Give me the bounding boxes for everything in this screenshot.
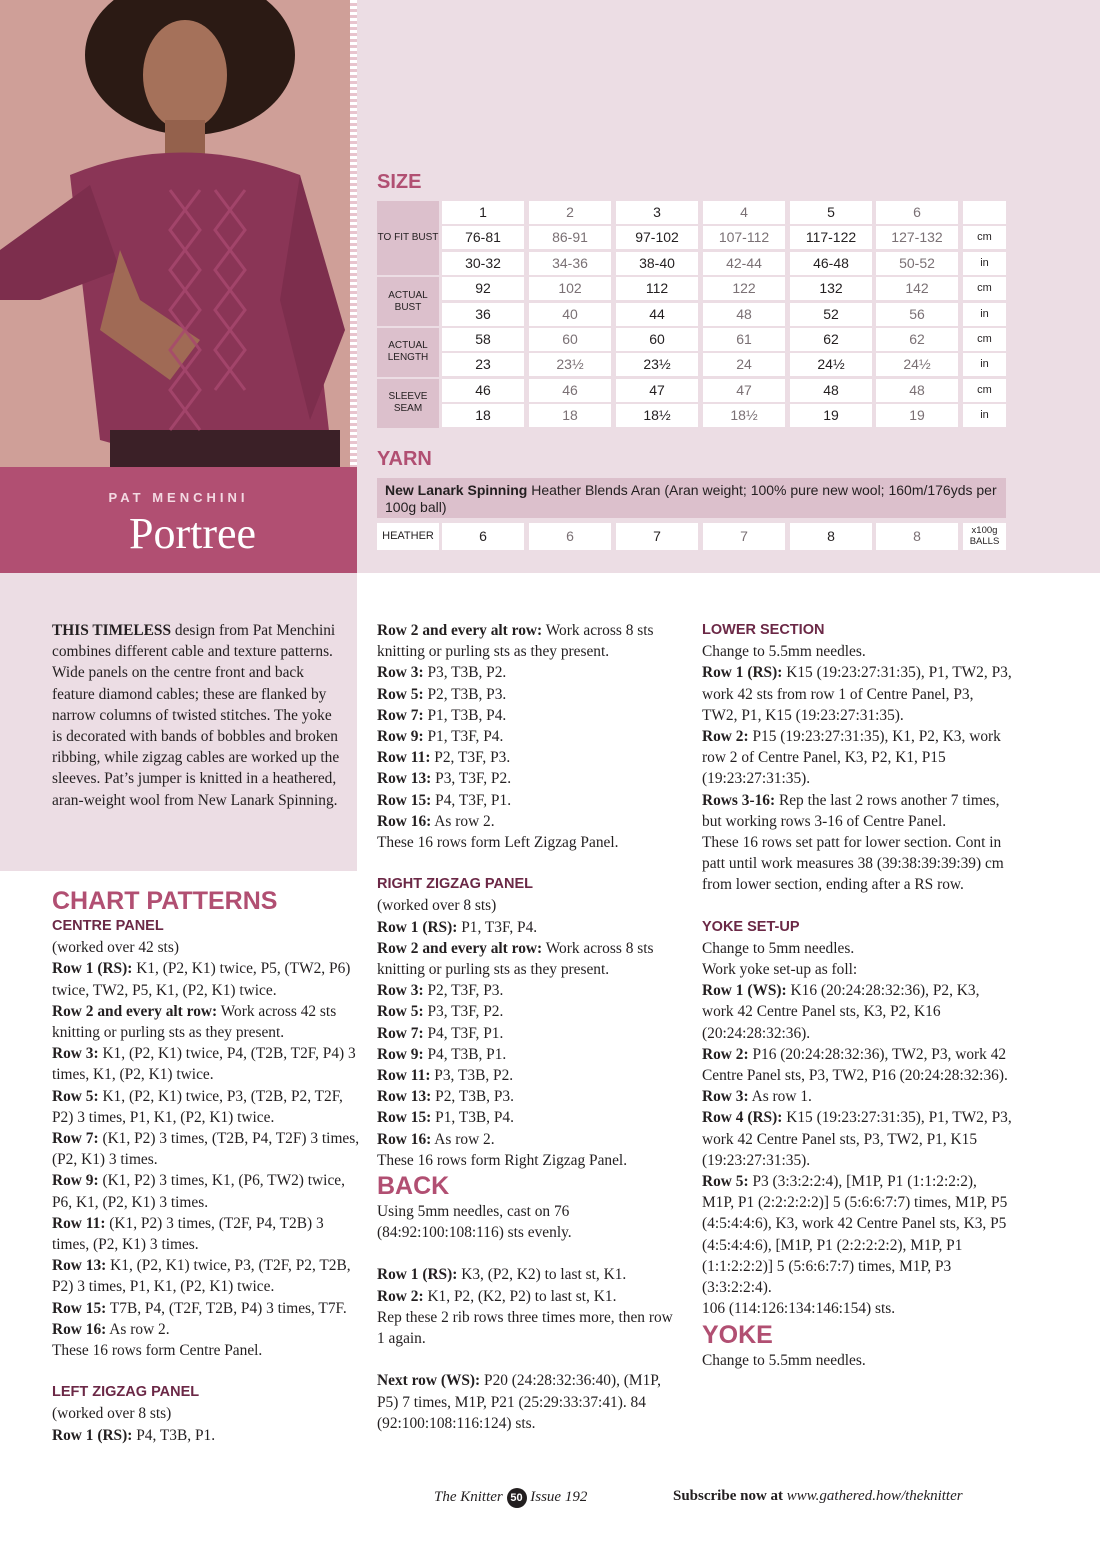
instruction-line	[702, 959, 1012, 980]
row-text: K15 (19:23:27:31:35), P1, TW2, P3, work 42 Centre Panel sts, P3, TW2, P1, K15 (19:23:27:31:35).	[702, 1109, 1012, 1169]
row-label: Row 1 (RS):	[377, 1266, 458, 1284]
row-text: (K1, P2) 3 times, K1, (P6, TW2) twice, P6, K1, (P2, K1) 3 times.	[52, 1172, 345, 1211]
instruction-line	[377, 1286, 682, 1307]
instruction-line	[377, 1086, 682, 1107]
row-label: Row 13:	[52, 1257, 107, 1275]
yarn-qty: 6	[442, 523, 524, 550]
spacer	[52, 1361, 362, 1382]
yarn-qty: 8	[876, 523, 958, 550]
size-value-in: 24½	[790, 353, 872, 376]
size-heading: SIZE	[377, 171, 422, 193]
size-value-cm: 76-81	[442, 226, 524, 249]
subsection-heading: LOWER SECTION	[702, 622, 825, 638]
row-label: Row 5:	[702, 1173, 749, 1191]
intro-text	[52, 620, 344, 811]
section-heading: CHART PATTERNS	[52, 887, 278, 915]
size-value-cm: 86-91	[529, 226, 611, 249]
size-value-in: 23½	[529, 353, 611, 376]
row-label: Row 11:	[377, 749, 431, 767]
row-text: P1, T3B, P4.	[431, 1109, 514, 1127]
instruction-line	[377, 747, 682, 768]
size-value-in: 18	[529, 404, 611, 427]
row-text: P4, T3F, P1.	[431, 791, 512, 809]
unit-in: in	[963, 353, 1006, 376]
unit-in: in	[963, 252, 1006, 275]
instruction-line	[702, 790, 1012, 832]
row-text: Rep these 2 rib rows three times more, then row 1 again.	[377, 1308, 673, 1348]
row-label: Row 13:	[377, 1088, 432, 1106]
instruction-line	[702, 1086, 1012, 1107]
row-label: Row 1 (RS):	[52, 1426, 133, 1444]
size-number: 4	[703, 201, 785, 224]
row-label: Row 3:	[702, 1088, 749, 1106]
row-label: Row 11:	[377, 1067, 431, 1085]
row-text: As row 2.	[431, 1130, 495, 1148]
row-text: P16 (20:24:28:32:36), TW2, P3, work 42 Centre Panel sts, P3, TW2, P16 (20:24:28:32:36).	[702, 1045, 1008, 1085]
size-value-in: 34-36	[529, 252, 611, 275]
row-label: Rows 3-16:	[702, 791, 776, 809]
size-value-cm: 48	[876, 379, 958, 402]
row-label: Next row (WS):	[377, 1372, 481, 1390]
row-text: P2, T3F, P3.	[430, 749, 511, 767]
size-row-label: ACTUAL LENGTH	[377, 328, 439, 377]
size-value-cm: 62	[876, 328, 958, 351]
size-value-cm: 132	[790, 277, 872, 300]
unit-cm: cm	[963, 328, 1006, 351]
row-text: P1, T3B, P4.	[423, 706, 507, 724]
row-text: P1, T3F, P4.	[423, 728, 504, 746]
instruction-line	[377, 1201, 682, 1243]
size-value-cm: 48	[790, 379, 872, 402]
yarn-brand: New Lanark Spinning	[385, 482, 528, 498]
row-label: Row 13:	[377, 770, 432, 788]
row-text: K3, (P2, K2) to last st, K1.	[457, 1266, 627, 1284]
row-text: P3 (3:3:2:2:4), [M1P, P1 (1:1:2:2:2), M1P, P1 (2:2:2:2:2)] 5 (5:6:6:7:7) times, M1P, P5 (4:5:4:4:6), K3, work 42 Centre Panel sts, K3, P5 (4:5:4:4:6), [M1P, P1 (2:2:2:2:2), M1P, P1 (1:1:2:2:2)] 5 (5:6:6:7:7) times, M1P, P3 (3:3:2:2:4).	[702, 1173, 1008, 1297]
row-text: P2, T3B, P3.	[431, 1088, 514, 1106]
instruction-line	[702, 980, 1012, 1044]
row-text: P4, T3B, P1.	[132, 1426, 216, 1444]
subsection-heading: CENTRE PANEL	[52, 918, 164, 934]
yarn-desc: Heather Blends Aran (Aran weight; 100% pure new wool; 160m/176yds per 100g ball)	[385, 482, 997, 515]
instruction-line	[377, 1129, 682, 1150]
footer-subscribe	[673, 1488, 963, 1505]
row-label: Row 16:	[377, 1130, 432, 1148]
row-text: P15 (19:23:27:31:35), K1, P2, K3, work row 2 of Centre Panel, K3, P2, K1, P15 (19:23:27:31:35).	[702, 728, 1001, 788]
row-text: These 16 rows form Left Zigzag Panel.	[377, 834, 619, 852]
instruction-line	[52, 937, 362, 958]
row-text: Work across 42 sts knitting or purling sts as they present.	[52, 1002, 337, 1042]
row-label: Row 16:	[52, 1320, 107, 1338]
row-text: As row 2.	[106, 1320, 170, 1338]
instruction-line	[52, 1340, 362, 1361]
row-text: K1, (P2, K1) twice, P5, (TW2, P6) twice, TW2, P5, K1, (P2, K1) twice.	[52, 960, 351, 999]
instruction-line	[52, 1319, 362, 1340]
instruction-line	[377, 811, 682, 832]
column-2	[377, 620, 682, 1434]
instruction-line	[377, 980, 682, 1001]
footer-issue	[434, 1488, 587, 1508]
row-label: Row 3:	[377, 664, 424, 682]
yarn-description	[377, 478, 1006, 518]
row-label: Row 9:	[377, 1045, 424, 1063]
instruction-line	[377, 620, 682, 662]
row-label: Row 15:	[377, 791, 432, 809]
row-label: Row 1 (WS):	[702, 982, 787, 1000]
row-label: Row 7:	[52, 1130, 99, 1148]
size-value-in: 19	[790, 404, 872, 427]
row-label: Row 2 and every alt row:	[52, 1002, 218, 1020]
row-label: Row 2:	[377, 1287, 424, 1305]
size-value-cm: 102	[529, 277, 611, 300]
row-text: Change to 5mm needles.	[702, 939, 855, 957]
row-text: P1, T3F, P4.	[457, 918, 538, 936]
row-text: K16 (20:24:28:32:36), P2, K3, work 42 Centre Panel sts, K3, P2, K16 (20:24:28:32:36).	[702, 982, 980, 1042]
row-text: Work across 8 sts knitting or purling sts as they present.	[377, 939, 654, 979]
row-label: Row 9:	[52, 1172, 99, 1190]
instruction-line	[52, 1213, 362, 1255]
instruction-line	[702, 1044, 1012, 1086]
instruction-line	[377, 895, 682, 916]
size-row-label: TO FIT BUST	[377, 201, 439, 275]
size-row-label: ACTUAL BUST	[377, 277, 439, 326]
size-value-in: 46-48	[790, 252, 872, 275]
section-heading: YOKE	[702, 1320, 773, 1349]
row-text: (worked over 8 sts)	[377, 897, 497, 915]
row-text: Change to 5.5mm needles.	[702, 1351, 866, 1369]
subsection-heading: YOKE SET-UP	[702, 918, 800, 935]
instruction-line	[377, 832, 682, 853]
row-label: Row 1 (RS):	[52, 960, 133, 978]
instruction-line	[377, 1264, 682, 1285]
row-text: P4, T3B, P1.	[423, 1045, 507, 1063]
instruction-line	[702, 832, 1012, 896]
instruction-line	[377, 1065, 682, 1086]
row-text: P2, T3F, P3.	[423, 982, 504, 1000]
model-photo	[0, 0, 357, 467]
instruction-line	[52, 1086, 362, 1128]
spacer	[377, 1243, 682, 1264]
row-label: Row 16:	[377, 812, 432, 830]
unit-cm: cm	[963, 226, 1006, 249]
row-label: Row 5:	[377, 1003, 424, 1021]
instruction-line	[377, 938, 682, 980]
size-number: 5	[790, 201, 872, 224]
instruction-line	[377, 1107, 682, 1128]
row-text: As row 2.	[431, 812, 495, 830]
row-text: Using 5mm needles, cast on 76 (84:92:100:108:116) sts evenly.	[377, 1203, 572, 1242]
unit-in: in	[963, 404, 1006, 427]
row-text: (K1, P2) 3 times, (T2B, P4, T2F) 3 times, (P2, K1) 3 times.	[52, 1130, 360, 1169]
instruction-line	[377, 790, 682, 811]
instruction-line	[52, 1255, 362, 1297]
instruction-line	[377, 684, 682, 705]
spacer	[702, 896, 1012, 917]
instruction-line	[377, 1307, 682, 1349]
row-label: Row 9:	[377, 728, 424, 746]
size-value-cm: 47	[616, 379, 698, 402]
size-value-in: 18	[442, 404, 524, 427]
size-value-in: 36	[442, 303, 524, 326]
section-heading: BACK	[377, 1172, 450, 1201]
instruction-line	[377, 768, 682, 789]
row-label: Row 3:	[377, 982, 424, 1000]
row-text: K1, (P2, K1) twice, P3, (T2B, P2, T2F, P2) 3 times, P1, K1, (P2, K1) twice.	[52, 1087, 343, 1126]
row-text: (K1, P2) 3 times, (T2F, P4, T2B) 3 times, (P2, K1) 3 times.	[52, 1214, 324, 1254]
instruction-line	[377, 1023, 682, 1044]
size-value-in: 42-44	[703, 252, 785, 275]
row-text: 106 (114:126:134:146:154) sts.	[702, 1300, 896, 1318]
row-label: Row 4 (RS):	[702, 1109, 783, 1127]
instruction-line	[702, 726, 1012, 790]
row-text: (worked over 8 sts)	[52, 1405, 172, 1423]
instruction-line	[52, 1298, 362, 1319]
size-number: 6	[876, 201, 958, 224]
unit-in: in	[963, 303, 1006, 326]
row-label: Row 7:	[377, 706, 424, 724]
size-value-in: 40	[529, 303, 611, 326]
yarn-qty: 7	[616, 523, 698, 550]
row-text: K15 (19:23:27:31:35), P1, TW2, P3, work 42 sts from row 1 of Centre Panel, P3, TW2, P1, K15 (19:23:27:31:35).	[702, 664, 1012, 724]
column-3	[702, 620, 1012, 1371]
instruction-line	[377, 1150, 682, 1171]
row-text: P3, T3F, P2.	[431, 770, 512, 788]
magazine-name: The Knitter	[434, 1489, 503, 1505]
row-text: These 16 rows form Right Zigzag Panel.	[377, 1151, 628, 1169]
row-label: Row 2:	[702, 1045, 749, 1063]
spacer	[377, 853, 682, 874]
subscribe-url[interactable]: www.gathered.how/theknitter	[786, 1488, 963, 1504]
size-value-in: 19	[876, 404, 958, 427]
instruction-line	[377, 662, 682, 683]
size-value-in: 23½	[616, 353, 698, 376]
size-value-cm: 47	[703, 379, 785, 402]
row-text: K1, (P2, K1) twice, P4, (T2B, T2F, P4) 3 times, K1, (P2, K1) twice.	[52, 1045, 356, 1084]
instruction-line	[377, 726, 682, 747]
row-label: Row 1 (RS):	[702, 664, 783, 682]
size-value-in: 18½	[703, 404, 785, 427]
size-value-cm: 107-112	[703, 226, 785, 249]
row-text: K1, P2, (K2, P2) to last st, K1.	[423, 1287, 617, 1305]
issue-number: Issue 192	[530, 1489, 588, 1505]
instruction-line	[702, 1107, 1012, 1171]
row-label: Row 2 and every alt row:	[377, 939, 543, 957]
unit-cm: cm	[963, 277, 1006, 300]
row-text: P4, T3F, P1.	[423, 1024, 504, 1042]
intro-body: design from Pat Menchini combines different cable and texture patterns. Wide panels on the centre front and back feature diamond cables; these are flanked by narrow columns of twisted stitches. The yoke is decorated with bands of bobbles and broken ribbing, while zigzag cables are worked up the sleeves. Pat’s jumper is knitted in a heathered, aran-weight wool from New Lanark Spinning.	[52, 622, 340, 809]
size-number: 1	[442, 201, 524, 224]
row-label: Row 3:	[52, 1045, 99, 1063]
instruction-line	[52, 1128, 362, 1170]
yarn-qty: 6	[529, 523, 611, 550]
row-text: Work across 8 sts knitting or purling sts as they present.	[377, 622, 654, 661]
yarn-unit: x100g BALLS	[963, 523, 1006, 550]
row-text: As row 1.	[748, 1088, 812, 1106]
instruction-line	[702, 1350, 1012, 1371]
row-text: Work yoke set-up as foll:	[702, 961, 858, 979]
row-label: Row 11:	[52, 1214, 106, 1232]
size-value-cm: 58	[442, 328, 524, 351]
instruction-line	[702, 1171, 1012, 1298]
size-value-in: 24	[703, 353, 785, 376]
instruction-line	[52, 1001, 362, 1043]
size-value-cm: 97-102	[616, 226, 698, 249]
size-value-cm: 117-122	[790, 226, 872, 249]
instruction-line	[702, 938, 1012, 959]
size-value-in: 24½	[876, 353, 958, 376]
size-value-cm: 142	[876, 277, 958, 300]
yarn-qty: 8	[790, 523, 872, 550]
row-label: Row 2:	[702, 728, 749, 746]
instruction-line	[52, 1170, 362, 1212]
pattern-title: Portree	[128, 509, 257, 558]
row-label: Row 5:	[52, 1087, 99, 1105]
row-text: T7B, P4, (T2F, T2B, P4) 3 times, T7F.	[106, 1299, 347, 1317]
size-number: 3	[616, 201, 698, 224]
instruction-line	[702, 641, 1012, 662]
subsection-heading: LEFT ZIGZAG PANEL	[52, 1384, 200, 1401]
row-label: Row 7:	[377, 1024, 424, 1042]
size-unit-blank	[963, 201, 1006, 224]
instruction-line	[52, 958, 362, 1000]
instruction-line	[52, 1425, 362, 1446]
size-value-in: 18½	[616, 404, 698, 427]
row-text: K1, (P2, K1) twice, P3, (T2F, P2, T2B, P2) 3 times, P1, K1, (P2, K1) twice.	[52, 1257, 351, 1296]
row-label: Row 5:	[377, 685, 424, 703]
size-value-cm: 127-132	[876, 226, 958, 249]
size-value-in: 56	[876, 303, 958, 326]
size-number: 2	[529, 201, 611, 224]
row-text: P2, T3B, P3.	[423, 685, 507, 703]
unit-cm: cm	[963, 379, 1006, 402]
size-value-in: 23	[442, 353, 524, 376]
yarn-colour-label: HEATHER	[377, 523, 439, 550]
subsection-heading: RIGHT ZIGZAG PANEL	[377, 876, 534, 893]
row-text: Rep the last 2 rows another 7 times, but working rows 3-16 of Centre Panel.	[702, 791, 1000, 830]
size-value-cm: 60	[616, 328, 698, 351]
instruction-line	[377, 917, 682, 938]
instruction-line	[377, 1370, 682, 1434]
intro-lead: THIS TIMELESS	[52, 622, 172, 639]
size-value-cm: 60	[529, 328, 611, 351]
size-value-in: 48	[703, 303, 785, 326]
row-label: Row 1 (RS):	[377, 918, 458, 936]
spacer	[377, 1349, 682, 1370]
size-value-in: 50-52	[876, 252, 958, 275]
row-label: Row 15:	[377, 1109, 432, 1127]
row-label: Row 15:	[52, 1299, 107, 1317]
size-value-in: 52	[790, 303, 872, 326]
size-value-in: 44	[616, 303, 698, 326]
row-text: These 16 rows form Centre Panel.	[52, 1342, 263, 1360]
row-text: (worked over 42 sts)	[52, 939, 179, 957]
page-number: 50	[507, 1488, 527, 1508]
instruction-line	[377, 705, 682, 726]
row-text: These 16 rows set patt for lower section. Cont in patt until work measures 38 (39:38:39:39:39) cm from lower section, ending after a RS row.	[702, 834, 1004, 894]
size-value-cm: 61	[703, 328, 785, 351]
row-label: Row 2 and every alt row:	[377, 622, 543, 639]
row-text: P3, T3B, P2.	[423, 664, 507, 682]
yarn-qty: 7	[703, 523, 785, 550]
row-text: P3, T3F, P2.	[423, 1003, 504, 1021]
size-value-cm: 92	[442, 277, 524, 300]
instruction-line	[702, 1298, 1012, 1319]
size-value-cm: 62	[790, 328, 872, 351]
instruction-line	[52, 1043, 362, 1085]
row-text: P20 (24:28:32:36:40), (M1P, P5) 7 times, M1P, P21 (25:29:33:37:41). 84 (92:100:108:116:124) sts.	[377, 1372, 662, 1432]
designer-name: PAT MENCHINI	[108, 490, 249, 505]
size-value-cm: 122	[703, 277, 785, 300]
row-text: Change to 5.5mm needles.	[702, 643, 866, 661]
size-value-cm: 112	[616, 277, 698, 300]
size-value-cm: 46	[529, 379, 611, 402]
yarn-heading: YARN	[377, 448, 432, 470]
size-value-in: 30-32	[442, 252, 524, 275]
instruction-line	[702, 662, 1012, 726]
instruction-line	[52, 1403, 362, 1424]
instruction-line	[377, 1001, 682, 1022]
size-value-in: 38-40	[616, 252, 698, 275]
size-row-label: SLEEVE SEAM	[377, 379, 439, 428]
row-text: P3, T3B, P2.	[430, 1067, 514, 1085]
column-1	[52, 886, 362, 1446]
instruction-line	[377, 1044, 682, 1065]
subscribe-text: Subscribe now at	[673, 1488, 787, 1504]
size-value-cm: 46	[442, 379, 524, 402]
